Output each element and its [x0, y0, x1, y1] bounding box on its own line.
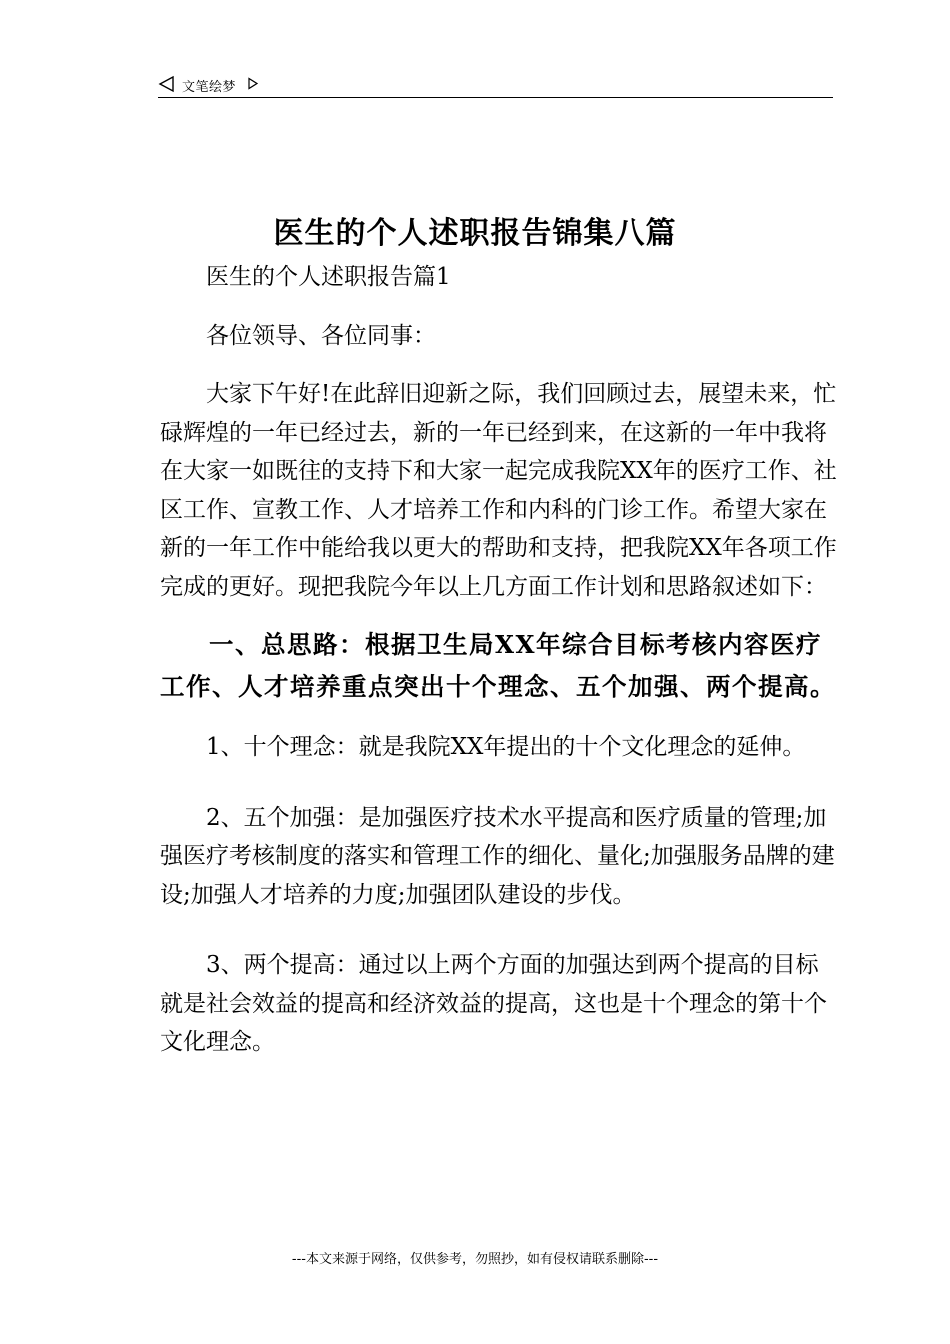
- header-divider: [158, 97, 833, 98]
- header-brand: 文笔绘梦: [182, 80, 237, 95]
- footer-disclaimer: ---本文来源于网络，仅供参考，勿照抄，如有侵权请联系删除---: [291, 1252, 659, 1267]
- spacer: [160, 914, 840, 946]
- spacer: [160, 606, 840, 624]
- document-body: [160, 258, 840, 1062]
- item-paragraph: 1、十个理念：就是我院XX年提出的十个文化理念的延伸。: [206, 734, 806, 760]
- item-paragraph: 2、五个加强：是加强医疗技术水平提高和医疗质量的管理;加强医疗考核制度的落实和管理工作的细化、量化;加强服务品牌的建设;加强人才培养的力度;加强团队建设的步伐。: [160, 804, 835, 908]
- triangle-right-icon: [247, 77, 259, 90]
- greeting: 各位领导、各位同事：: [206, 322, 436, 349]
- section-subtitle: 医生的个人述职报告篇1: [206, 264, 451, 290]
- section-heading: 一、总思路：根据卫生局XX年综合目标考核内容医疗工作、人才培养重点突出十个理念、五个加强、两个提高。: [160, 630, 836, 701]
- item-paragraph: 3、两个提高：通过以上两个方面的加强达到两个提高的目标就是社会效益的提高和经济效益的提高，这也是十个理念的第十个文化理念。: [160, 952, 827, 1055]
- spacer: [160, 355, 840, 375]
- triangle-left-icon: [158, 75, 176, 93]
- document-title: 医生的个人述职报告锦集八篇: [273, 216, 677, 251]
- spacer: [160, 297, 840, 317]
- intro-paragraph: 大家下午好!在此辞旧迎新之际，我们回顾过去，展望未来，忙碌辉煌的一年已经过去，新的一年已经到来，在这新的一年中我将在大家一如既往的支持下和大家一起完成我院XX年的医疗工作、社区工作、宣教工作、人才培养工作和内科的门诊工作。希望大家在新的一年工作中能给我以更大的帮助和支持，把我院XX年各项工作完成的更好。现把我院今年以上几方面工作计划和思路叙述如下：: [160, 381, 837, 600]
- spacer: [160, 767, 840, 799]
- page-header: [158, 73, 833, 97]
